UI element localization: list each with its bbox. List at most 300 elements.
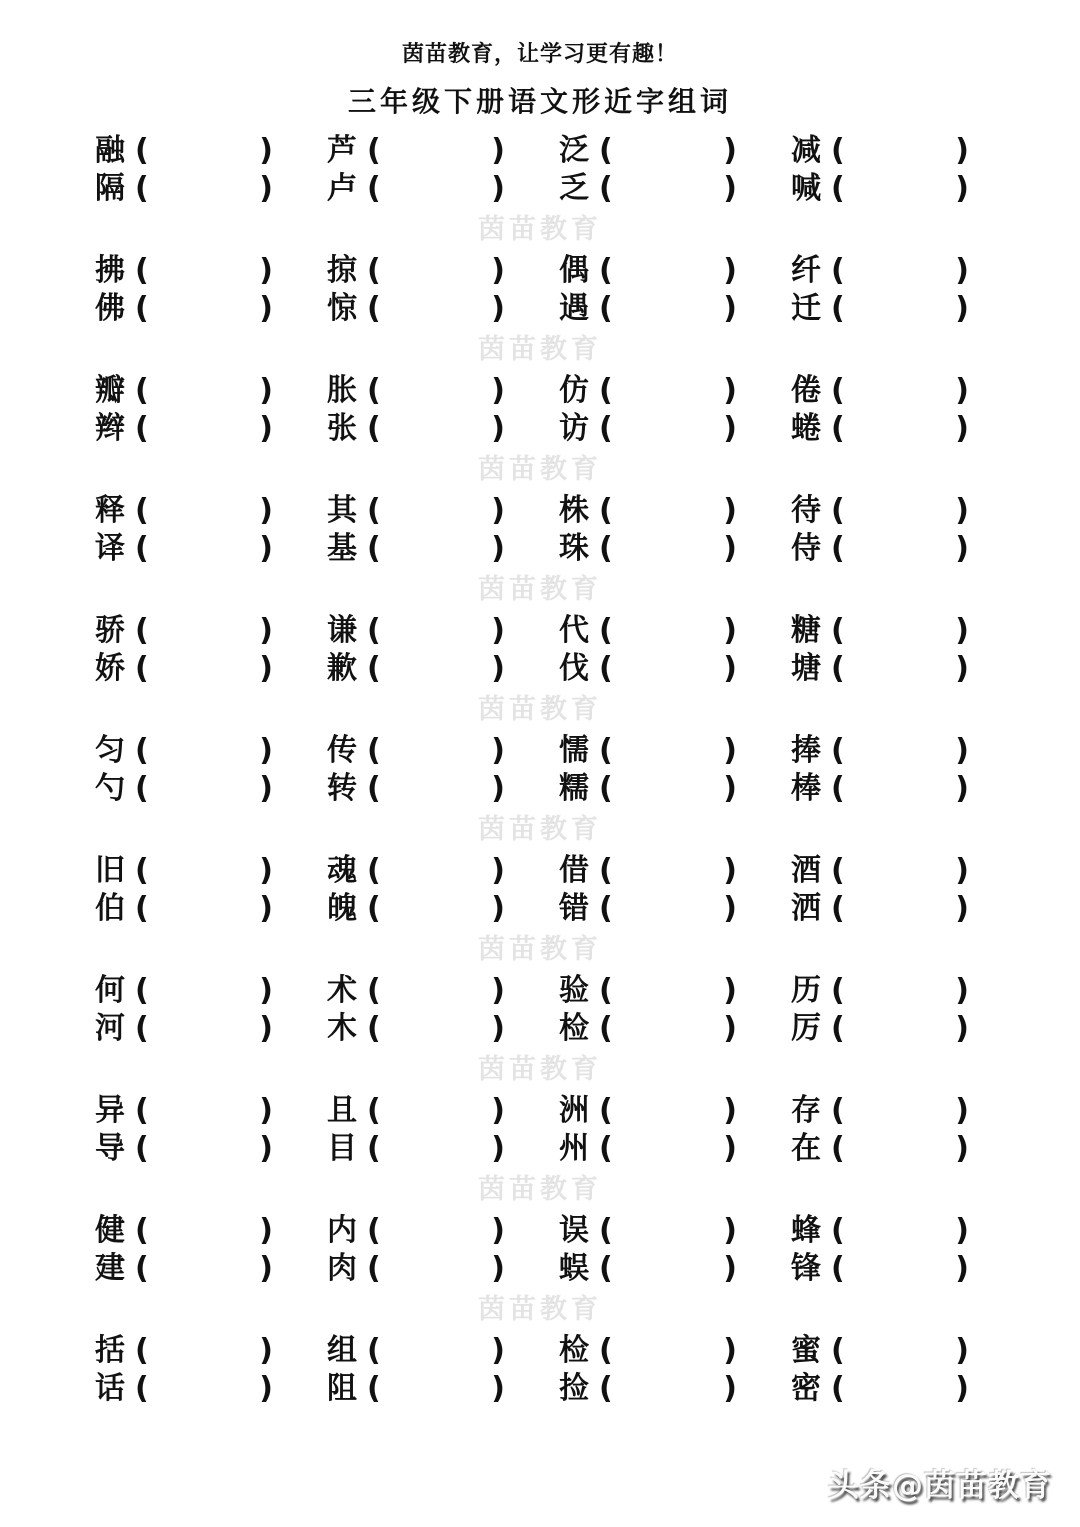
character-cell bbox=[327, 1010, 559, 1048]
close-paren: ) bbox=[491, 531, 505, 566]
character: 伯 bbox=[95, 891, 125, 926]
character-entry bbox=[791, 1010, 969, 1048]
character-entry bbox=[791, 770, 969, 808]
close-paren: ) bbox=[955, 733, 969, 768]
open-paren: ( bbox=[599, 291, 613, 326]
close-paren: ) bbox=[491, 411, 505, 446]
character-group bbox=[95, 372, 1080, 448]
character: 塘 bbox=[791, 651, 821, 686]
close-paren: ) bbox=[259, 171, 273, 206]
close-paren: ) bbox=[723, 171, 737, 206]
open-paren: ( bbox=[135, 1213, 149, 1248]
character: 糯 bbox=[559, 771, 589, 806]
open-paren: ( bbox=[831, 1213, 845, 1248]
character-cell bbox=[559, 252, 791, 290]
character: 基 bbox=[327, 531, 357, 566]
close-paren: ) bbox=[259, 1251, 273, 1286]
character: 术 bbox=[327, 973, 357, 1008]
open-paren: ( bbox=[831, 1011, 845, 1046]
character-entry bbox=[559, 132, 737, 170]
open-paren: ( bbox=[367, 771, 381, 806]
character-group bbox=[95, 972, 1080, 1048]
close-paren: ) bbox=[491, 1333, 505, 1368]
close-paren: ) bbox=[955, 411, 969, 446]
character: 遇 bbox=[559, 291, 589, 326]
character: 减 bbox=[791, 133, 821, 168]
close-paren: ) bbox=[491, 291, 505, 326]
character: 蜂 bbox=[791, 1213, 821, 1248]
open-paren: ( bbox=[599, 493, 613, 528]
open-paren: ( bbox=[599, 733, 613, 768]
close-paren: ) bbox=[723, 291, 737, 326]
character: 州 bbox=[559, 1131, 589, 1166]
character-cell bbox=[791, 612, 1023, 650]
close-paren: ) bbox=[955, 651, 969, 686]
close-paren: ) bbox=[491, 1011, 505, 1046]
open-paren: ( bbox=[367, 171, 381, 206]
toutiao-watermark-footer: 头条@茵苗教育 bbox=[828, 1468, 1052, 1504]
character-cell bbox=[791, 972, 1023, 1010]
character: 且 bbox=[327, 1093, 357, 1128]
character-entry bbox=[327, 890, 505, 928]
worksheet-row bbox=[95, 290, 1080, 328]
character: 骄 bbox=[95, 613, 125, 648]
open-paren: ( bbox=[599, 373, 613, 408]
open-paren: ( bbox=[831, 771, 845, 806]
character-cell bbox=[95, 612, 327, 650]
close-paren: ) bbox=[491, 133, 505, 168]
open-paren: ( bbox=[367, 733, 381, 768]
character: 括 bbox=[95, 1333, 125, 1368]
character-entry bbox=[559, 1212, 737, 1250]
character-cell bbox=[559, 852, 791, 890]
character-entry bbox=[95, 132, 273, 170]
close-paren: ) bbox=[723, 1131, 737, 1166]
character: 瓣 bbox=[95, 373, 125, 408]
close-paren: ) bbox=[259, 891, 273, 926]
character-entry bbox=[791, 972, 969, 1010]
character: 建 bbox=[95, 1251, 125, 1286]
close-paren: ) bbox=[491, 973, 505, 1008]
character-cell bbox=[791, 890, 1023, 928]
character-entry bbox=[95, 852, 273, 890]
character-entry bbox=[559, 1332, 737, 1370]
open-paren: ( bbox=[367, 531, 381, 566]
character-cell bbox=[559, 1092, 791, 1130]
open-paren: ( bbox=[599, 651, 613, 686]
character-cell bbox=[95, 252, 327, 290]
character-cell bbox=[327, 1332, 559, 1370]
character-entry bbox=[559, 290, 737, 328]
worksheet-row bbox=[95, 1250, 1080, 1288]
character: 卢 bbox=[327, 171, 357, 206]
character-cell bbox=[327, 1250, 559, 1288]
open-paren: ( bbox=[599, 891, 613, 926]
character-cell bbox=[327, 372, 559, 410]
close-paren: ) bbox=[723, 1333, 737, 1368]
open-paren: ( bbox=[135, 733, 149, 768]
character-entry bbox=[95, 1010, 273, 1048]
character-entry bbox=[95, 972, 273, 1010]
character-entry bbox=[559, 890, 737, 928]
character: 转 bbox=[327, 771, 357, 806]
character: 张 bbox=[327, 411, 357, 446]
character: 纤 bbox=[791, 253, 821, 288]
character-entry bbox=[791, 170, 969, 208]
character-cell bbox=[327, 132, 559, 170]
character: 惊 bbox=[327, 291, 357, 326]
close-paren: ) bbox=[259, 411, 273, 446]
close-paren: ) bbox=[491, 1093, 505, 1128]
close-paren: ) bbox=[955, 1251, 969, 1286]
character-entry bbox=[95, 1092, 273, 1130]
character: 迁 bbox=[791, 291, 821, 326]
close-paren: ) bbox=[955, 973, 969, 1008]
character: 魄 bbox=[327, 891, 357, 926]
character: 密 bbox=[791, 1371, 821, 1406]
worksheet-row bbox=[95, 492, 1080, 530]
open-paren: ( bbox=[599, 253, 613, 288]
character-group bbox=[95, 1212, 1080, 1288]
close-paren: ) bbox=[259, 133, 273, 168]
open-paren: ( bbox=[367, 613, 381, 648]
character-group bbox=[95, 252, 1080, 328]
character-group bbox=[95, 492, 1080, 568]
character-cell bbox=[791, 290, 1023, 328]
close-paren: ) bbox=[259, 1213, 273, 1248]
character: 借 bbox=[559, 853, 589, 888]
character-entry bbox=[95, 650, 273, 688]
worksheet-row bbox=[95, 372, 1080, 410]
character-cell bbox=[95, 530, 327, 568]
close-paren: ) bbox=[259, 1093, 273, 1128]
character-entry bbox=[327, 410, 505, 448]
character-cell bbox=[327, 852, 559, 890]
close-paren: ) bbox=[491, 853, 505, 888]
worksheet-row bbox=[95, 1092, 1080, 1130]
character-cell bbox=[95, 1010, 327, 1048]
close-paren: ) bbox=[955, 253, 969, 288]
open-paren: ( bbox=[831, 853, 845, 888]
open-paren: ( bbox=[831, 1251, 845, 1286]
open-paren: ( bbox=[599, 1333, 613, 1368]
character-cell bbox=[95, 492, 327, 530]
close-paren: ) bbox=[723, 1371, 737, 1406]
open-paren: ( bbox=[831, 373, 845, 408]
character-cell bbox=[327, 530, 559, 568]
character-cell bbox=[559, 650, 791, 688]
close-paren: ) bbox=[491, 1131, 505, 1166]
open-paren: ( bbox=[367, 373, 381, 408]
character: 糖 bbox=[791, 613, 821, 648]
character-cell bbox=[95, 170, 327, 208]
character-cell bbox=[559, 890, 791, 928]
character-cell bbox=[95, 1332, 327, 1370]
close-paren: ) bbox=[723, 1011, 737, 1046]
close-paren: ) bbox=[491, 1251, 505, 1286]
open-paren: ( bbox=[831, 891, 845, 926]
close-paren: ) bbox=[723, 253, 737, 288]
close-paren: ) bbox=[491, 651, 505, 686]
close-paren: ) bbox=[955, 493, 969, 528]
worksheet-row bbox=[95, 1332, 1080, 1370]
close-paren: ) bbox=[955, 613, 969, 648]
character-entry bbox=[559, 170, 737, 208]
character-entry bbox=[95, 1332, 273, 1370]
character-cell bbox=[95, 732, 327, 770]
open-paren: ( bbox=[135, 171, 149, 206]
open-paren: ( bbox=[599, 1011, 613, 1046]
character-entry bbox=[559, 1010, 737, 1048]
character-cell bbox=[559, 1130, 791, 1168]
close-paren: ) bbox=[723, 771, 737, 806]
open-paren: ( bbox=[599, 771, 613, 806]
open-paren: ( bbox=[831, 733, 845, 768]
watermark: 茵苗教育 bbox=[478, 574, 602, 605]
open-paren: ( bbox=[367, 891, 381, 926]
character: 目 bbox=[327, 1131, 357, 1166]
character-cell bbox=[95, 770, 327, 808]
character: 棒 bbox=[791, 771, 821, 806]
character-entry bbox=[327, 1212, 505, 1250]
character: 内 bbox=[327, 1213, 357, 1248]
watermark: 茵苗教育 bbox=[478, 334, 602, 365]
close-paren: ) bbox=[955, 1093, 969, 1128]
close-paren: ) bbox=[259, 1333, 273, 1368]
character: 株 bbox=[559, 493, 589, 528]
character-entry bbox=[327, 1332, 505, 1370]
character: 误 bbox=[559, 1213, 589, 1248]
close-paren: ) bbox=[955, 1333, 969, 1368]
character-cell bbox=[95, 132, 327, 170]
character-cell bbox=[791, 1332, 1023, 1370]
character-entry bbox=[95, 890, 273, 928]
close-paren: ) bbox=[955, 1213, 969, 1248]
close-paren: ) bbox=[491, 891, 505, 926]
character-entry bbox=[791, 1250, 969, 1288]
character: 歉 bbox=[327, 651, 357, 686]
open-paren: ( bbox=[599, 411, 613, 446]
worksheet-row bbox=[95, 852, 1080, 890]
character-cell bbox=[327, 1092, 559, 1130]
character-cell bbox=[327, 972, 559, 1010]
close-paren: ) bbox=[259, 531, 273, 566]
character: 检 bbox=[559, 1011, 589, 1046]
open-paren: ( bbox=[135, 853, 149, 888]
close-paren: ) bbox=[259, 253, 273, 288]
character-entry bbox=[559, 492, 737, 530]
close-paren: ) bbox=[491, 171, 505, 206]
character-cell bbox=[559, 612, 791, 650]
open-paren: ( bbox=[135, 253, 149, 288]
character-cell bbox=[95, 972, 327, 1010]
close-paren: ) bbox=[723, 651, 737, 686]
character-cell bbox=[95, 372, 327, 410]
open-paren: ( bbox=[831, 493, 845, 528]
character: 佛 bbox=[95, 291, 125, 326]
character-entry bbox=[791, 132, 969, 170]
open-paren: ( bbox=[831, 531, 845, 566]
character-cell bbox=[791, 852, 1023, 890]
open-paren: ( bbox=[135, 411, 149, 446]
character-cell bbox=[559, 732, 791, 770]
character-cell bbox=[559, 1370, 791, 1408]
character-cell bbox=[791, 650, 1023, 688]
character-cell bbox=[327, 410, 559, 448]
character-entry bbox=[95, 492, 273, 530]
character-cell bbox=[559, 1010, 791, 1048]
close-paren: ) bbox=[259, 1011, 273, 1046]
character: 蜈 bbox=[559, 1251, 589, 1286]
character-cell bbox=[791, 530, 1023, 568]
character: 谦 bbox=[327, 613, 357, 648]
open-paren: ( bbox=[367, 853, 381, 888]
character-entry bbox=[559, 1370, 737, 1408]
close-paren: ) bbox=[723, 973, 737, 1008]
character-entry bbox=[559, 612, 737, 650]
open-paren: ( bbox=[599, 1371, 613, 1406]
character-entry bbox=[95, 1250, 273, 1288]
close-paren: ) bbox=[491, 253, 505, 288]
character: 融 bbox=[95, 133, 125, 168]
character-group bbox=[95, 852, 1080, 928]
character-entry bbox=[327, 492, 505, 530]
open-paren: ( bbox=[135, 973, 149, 1008]
close-paren: ) bbox=[259, 771, 273, 806]
character-group bbox=[95, 1332, 1080, 1408]
open-paren: ( bbox=[831, 291, 845, 326]
close-paren: ) bbox=[723, 411, 737, 446]
character: 勺 bbox=[95, 771, 125, 806]
character-cell bbox=[95, 650, 327, 688]
open-paren: ( bbox=[599, 973, 613, 1008]
character-entry bbox=[327, 1250, 505, 1288]
watermark: 茵苗教育 bbox=[478, 1294, 602, 1325]
close-paren: ) bbox=[259, 291, 273, 326]
character-cell bbox=[559, 1332, 791, 1370]
open-paren: ( bbox=[135, 613, 149, 648]
open-paren: ( bbox=[831, 253, 845, 288]
open-paren: ( bbox=[831, 651, 845, 686]
character-cell bbox=[327, 170, 559, 208]
close-paren: ) bbox=[723, 1213, 737, 1248]
character: 懦 bbox=[559, 733, 589, 768]
open-paren: ( bbox=[599, 1251, 613, 1286]
open-paren: ( bbox=[367, 1131, 381, 1166]
character-entry bbox=[559, 410, 737, 448]
close-paren: ) bbox=[723, 133, 737, 168]
character-cell bbox=[95, 410, 327, 448]
character: 偶 bbox=[559, 253, 589, 288]
character-entry bbox=[791, 530, 969, 568]
character: 捡 bbox=[559, 1371, 589, 1406]
close-paren: ) bbox=[955, 771, 969, 806]
open-paren: ( bbox=[135, 373, 149, 408]
open-paren: ( bbox=[135, 1131, 149, 1166]
character: 拂 bbox=[95, 253, 125, 288]
character: 历 bbox=[791, 973, 821, 1008]
character: 代 bbox=[559, 613, 589, 648]
open-paren: ( bbox=[367, 1371, 381, 1406]
character-entry bbox=[791, 650, 969, 688]
close-paren: ) bbox=[723, 1093, 737, 1128]
open-paren: ( bbox=[135, 771, 149, 806]
character: 其 bbox=[327, 493, 357, 528]
open-paren: ( bbox=[831, 411, 845, 446]
character: 待 bbox=[791, 493, 821, 528]
character: 健 bbox=[95, 1213, 125, 1248]
character: 喊 bbox=[791, 171, 821, 206]
open-paren: ( bbox=[135, 531, 149, 566]
character: 辫 bbox=[95, 411, 125, 446]
worksheet-row bbox=[95, 732, 1080, 770]
watermark: 茵苗教育 bbox=[478, 1174, 602, 1205]
character-entry bbox=[327, 770, 505, 808]
close-paren: ) bbox=[955, 891, 969, 926]
open-paren: ( bbox=[599, 133, 613, 168]
character: 译 bbox=[95, 531, 125, 566]
character: 存 bbox=[791, 1093, 821, 1128]
open-paren: ( bbox=[135, 1093, 149, 1128]
close-paren: ) bbox=[259, 1371, 273, 1406]
worksheet-row bbox=[95, 1370, 1080, 1408]
character-cell bbox=[559, 170, 791, 208]
close-paren: ) bbox=[955, 531, 969, 566]
character-entry bbox=[791, 1212, 969, 1250]
character-entry bbox=[559, 732, 737, 770]
close-paren: ) bbox=[955, 291, 969, 326]
character-entry bbox=[791, 252, 969, 290]
character-cell bbox=[791, 170, 1023, 208]
character-entry bbox=[559, 530, 737, 568]
open-paren: ( bbox=[367, 1093, 381, 1128]
open-paren: ( bbox=[831, 613, 845, 648]
character-cell bbox=[791, 492, 1023, 530]
worksheet-row bbox=[95, 770, 1080, 808]
character: 侍 bbox=[791, 531, 821, 566]
character-cell bbox=[791, 732, 1023, 770]
open-paren: ( bbox=[367, 1011, 381, 1046]
character-group bbox=[95, 132, 1080, 208]
close-paren: ) bbox=[955, 1011, 969, 1046]
character: 组 bbox=[327, 1333, 357, 1368]
character-entry bbox=[791, 890, 969, 928]
open-paren: ( bbox=[831, 1093, 845, 1128]
character-entry bbox=[559, 972, 737, 1010]
character: 胀 bbox=[327, 373, 357, 408]
character: 珠 bbox=[559, 531, 589, 566]
character-cell bbox=[327, 252, 559, 290]
character-cell bbox=[95, 852, 327, 890]
close-paren: ) bbox=[491, 733, 505, 768]
character-entry bbox=[95, 410, 273, 448]
character-entry bbox=[559, 372, 737, 410]
character-entry bbox=[95, 732, 273, 770]
open-paren: ( bbox=[367, 651, 381, 686]
open-paren: ( bbox=[599, 1093, 613, 1128]
close-paren: ) bbox=[723, 493, 737, 528]
worksheet-row bbox=[95, 252, 1080, 290]
character: 捧 bbox=[791, 733, 821, 768]
character-cell bbox=[559, 492, 791, 530]
character: 洒 bbox=[791, 891, 821, 926]
close-paren: ) bbox=[259, 373, 273, 408]
character: 倦 bbox=[791, 373, 821, 408]
open-paren: ( bbox=[367, 411, 381, 446]
open-paren: ( bbox=[135, 1371, 149, 1406]
character: 阻 bbox=[327, 1371, 357, 1406]
close-paren: ) bbox=[723, 373, 737, 408]
